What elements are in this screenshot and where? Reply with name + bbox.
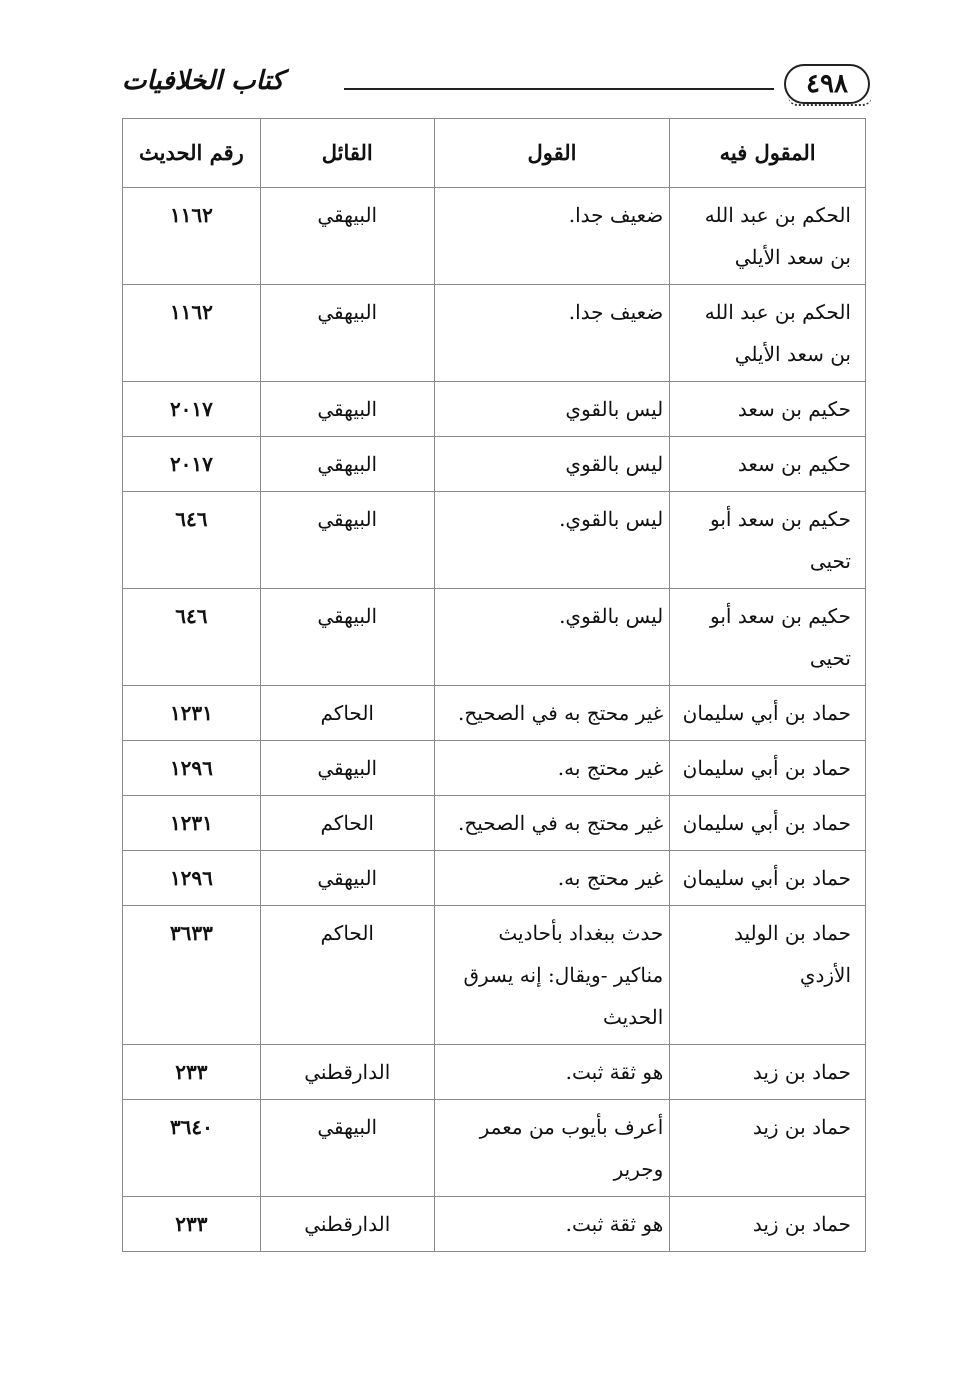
cell-sayer: البيهقي (260, 851, 434, 906)
cell-person: حماد بن أبي سليمان (670, 796, 866, 851)
cell-person: حكيم بن سعد (670, 382, 866, 437)
cell-saying: أعرف بأيوب من معمر وجرير (434, 1100, 670, 1197)
table-row (123, 589, 866, 686)
table-row (123, 796, 866, 851)
cell-saying: غير محتج به. (434, 851, 670, 906)
cell-hadith-number: ٢٣٣ (123, 1197, 261, 1252)
cell-saying: ليس بالقوي (434, 382, 670, 437)
cell-sayer: الدارقطني (260, 1045, 434, 1100)
cell-sayer: البيهقي (260, 492, 434, 589)
cell-hadith-number: ٢٠١٧ (123, 437, 261, 492)
cell-person: الحكم بن عبد الله بن سعد الأيلي (670, 188, 866, 285)
cell-saying: غير محتج به في الصحيح. (434, 686, 670, 741)
column-header-person: المقول فيه (670, 119, 866, 188)
table-header-row (123, 119, 866, 188)
column-header-hadith-number: رقم الحديث (123, 119, 261, 188)
table-row (123, 382, 866, 437)
cell-sayer: الحاكم (260, 906, 434, 1045)
cell-hadith-number: ١٢٣١ (123, 686, 261, 741)
cell-saying: هو ثقة ثبت. (434, 1045, 670, 1100)
cell-person: حكيم بن سعد (670, 437, 866, 492)
table-row (123, 1197, 866, 1252)
cell-person: الحكم بن عبد الله بن سعد الأيلي (670, 285, 866, 382)
cell-person: حماد بن زيد (670, 1100, 866, 1197)
cell-sayer: البيهقي (260, 437, 434, 492)
table-row (123, 906, 866, 1045)
column-header-saying: القول (434, 119, 670, 188)
cell-hadith-number: ٢٠١٧ (123, 382, 261, 437)
table-row (123, 851, 866, 906)
cell-person: حماد بن زيد (670, 1197, 866, 1252)
page-header (118, 62, 874, 106)
cell-saying: ليس بالقوي. (434, 492, 670, 589)
cell-person: حماد بن الوليد الأزدي (670, 906, 866, 1045)
cell-saying: غير محتج به. (434, 741, 670, 796)
cell-saying: هو ثقة ثبت. (434, 1197, 670, 1252)
cell-saying: ليس بالقوي (434, 437, 670, 492)
cell-person: حكيم بن سعد أبو تحيى (670, 492, 866, 589)
cell-sayer: البيهقي (260, 589, 434, 686)
cell-saying: ضعيف جدا. (434, 188, 670, 285)
cell-hadith-number: ٢٣٣ (123, 1045, 261, 1100)
cell-saying: ليس بالقوي. (434, 589, 670, 686)
cell-person: حماد بن أبي سليمان (670, 741, 866, 796)
cell-sayer: الحاكم (260, 686, 434, 741)
page-number: ٤٩٨ (784, 64, 870, 104)
table-row (123, 285, 866, 382)
page-number-ornament (788, 96, 872, 106)
column-header-sayer: القائل (260, 119, 434, 188)
table-row (123, 741, 866, 796)
cell-person: حماد بن زيد (670, 1045, 866, 1100)
table-row (123, 437, 866, 492)
cell-saying: ضعيف جدا. (434, 285, 670, 382)
cell-sayer: البيهقي (260, 1100, 434, 1197)
cell-hadith-number: ١١٦٢ (123, 285, 261, 382)
cell-person: حكيم بن سعد أبو تحيى (670, 589, 866, 686)
cell-hadith-number: ٦٤٦ (123, 589, 261, 686)
cell-person: حماد بن أبي سليمان (670, 686, 866, 741)
cell-sayer: البيهقي (260, 188, 434, 285)
cell-saying: حدث ببغداد بأحاديث مناكير -ويقال: إنه يسرق الحديث (434, 906, 670, 1045)
cell-hadith-number: ١١٦٢ (123, 188, 261, 285)
cell-hadith-number: ٣٦٣٣ (123, 906, 261, 1045)
table-row (123, 492, 866, 589)
cell-sayer: البيهقي (260, 285, 434, 382)
table-row (123, 686, 866, 741)
cell-hadith-number: ١٢٣١ (123, 796, 261, 851)
cell-person: حماد بن أبي سليمان (670, 851, 866, 906)
narrators-table (122, 118, 866, 1252)
cell-saying: غير محتج به في الصحيح. (434, 796, 670, 851)
cell-hadith-number: ١٢٩٦ (123, 851, 261, 906)
cell-sayer: الحاكم (260, 796, 434, 851)
table-row (123, 188, 866, 285)
cell-hadith-number: ٦٤٦ (123, 492, 261, 589)
header-rule (344, 88, 774, 90)
cell-hadith-number: ١٢٩٦ (123, 741, 261, 796)
cell-hadith-number: ٣٦٤٠ (123, 1100, 261, 1197)
table-row (123, 1045, 866, 1100)
cell-sayer: الدارقطني (260, 1197, 434, 1252)
table-row (123, 1100, 866, 1197)
book-title: كتاب الخلافيات (122, 66, 284, 96)
cell-sayer: البيهقي (260, 382, 434, 437)
cell-sayer: البيهقي (260, 741, 434, 796)
